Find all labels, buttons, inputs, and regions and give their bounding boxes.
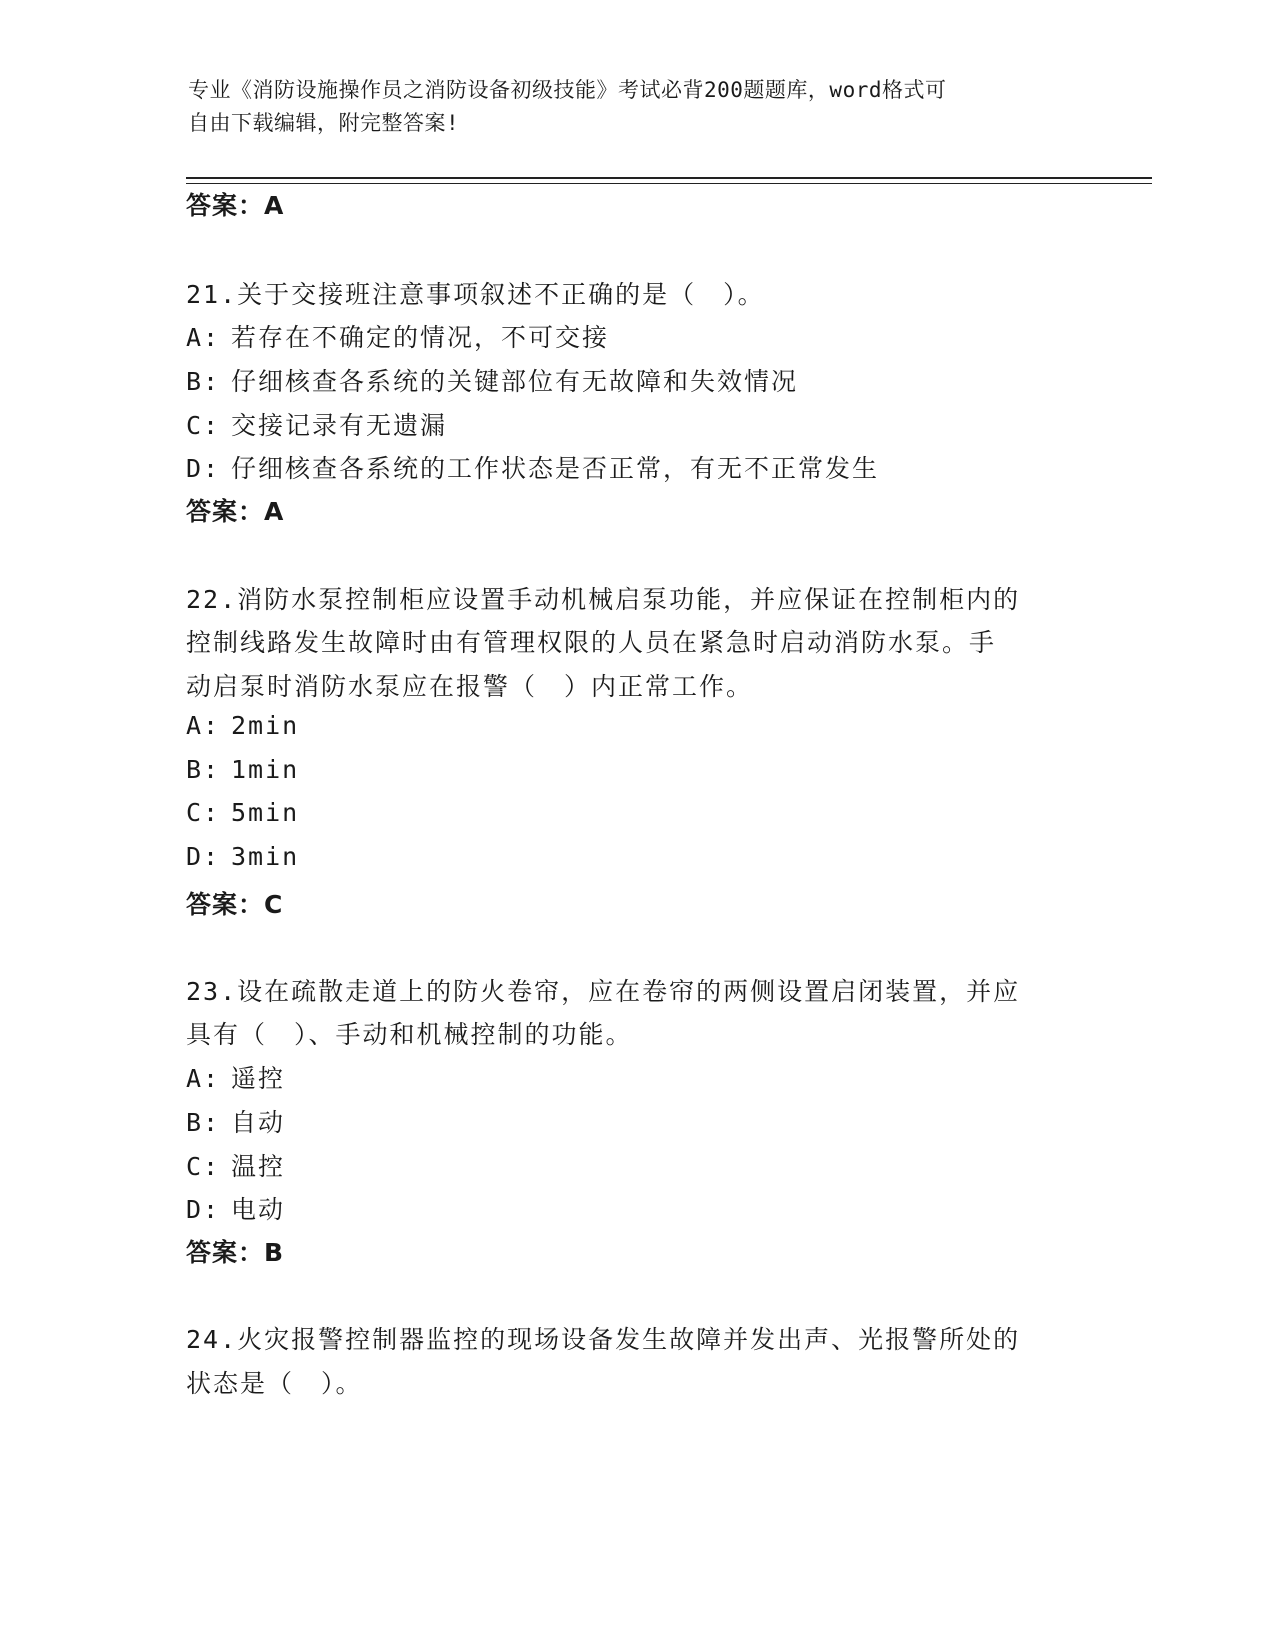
question-22-option-a <box>186 711 299 740</box>
question-22-text-line-3: 动启泵时消防水泵应在报警（ ）内正常工作。 <box>186 672 754 701</box>
option-text: 1min <box>231 755 300 784</box>
question-21-option-b <box>186 362 798 398</box>
option-text: 电动 <box>231 1195 286 1224</box>
question-21-option-a <box>186 318 609 354</box>
option-label: D: <box>186 454 221 483</box>
header-line-2: 自由下载编辑，附完整答案! <box>188 111 460 135</box>
option-label: B: <box>186 1108 221 1137</box>
option-text: 2min <box>231 711 300 740</box>
header-divider-thick <box>186 177 1152 179</box>
option-text: 自动 <box>231 1108 286 1137</box>
option-text: 遥控 <box>231 1064 286 1093</box>
question-24-text-line-2: 状态是（ ）。 <box>186 1369 363 1398</box>
option-label: D: <box>186 1195 221 1224</box>
option-text: 温控 <box>231 1152 286 1181</box>
question-22-text-line-2: 控制线路发生故障时由有管理权限的人员在紧急时启动消防水泵。手 <box>186 628 997 657</box>
option-label: A: <box>186 323 221 352</box>
question-22-option-c <box>186 798 299 827</box>
option-label: B: <box>186 755 221 784</box>
option-text: 5min <box>231 798 300 827</box>
option-text: 若存在不确定的情况，不可交接 <box>231 323 610 352</box>
question-22-answer: 答案：C <box>186 890 284 919</box>
header-divider-thin <box>186 183 1152 184</box>
question-21-option-d <box>186 449 879 485</box>
option-label: A: <box>186 1064 221 1093</box>
question-23-option-c <box>186 1147 285 1183</box>
question-23-option-d <box>186 1190 285 1226</box>
question-23-answer: 答案：B <box>186 1238 285 1267</box>
question-23-text-line-1: 23.设在疏散走道上的防火卷帘，应在卷帘的两侧设置启闭装置，并应 <box>186 977 1021 1006</box>
option-label: C: <box>186 411 221 440</box>
question-23-text-line-2: 具有（ ）、手动和机械控制的功能。 <box>186 1020 633 1049</box>
question-24-text-line-1: 24.火灾报警控制器监控的现场设备发生故障并发出声、光报警所处的 <box>186 1325 1021 1354</box>
option-text: 交接记录有无遗漏 <box>231 411 448 440</box>
question-23-option-a <box>186 1059 285 1095</box>
question-22-option-b <box>186 755 299 784</box>
document-header <box>188 74 1068 140</box>
question-22-text-line-1: 22.消防水泵控制柜应设置手动机械启泵功能，并应保证在控制柜内的 <box>186 585 1021 614</box>
question-23-option-b <box>186 1103 285 1139</box>
option-label: B: <box>186 367 221 396</box>
option-text: 仔细核查各系统的工作状态是否正常，有无不正常发生 <box>231 454 880 483</box>
question-22-option-d <box>186 842 299 871</box>
option-label: C: <box>186 798 221 827</box>
option-label: D: <box>186 842 221 871</box>
question-21-text: 21.关于交接班注意事项叙述不正确的是（ ）。 <box>186 280 765 309</box>
previous-answer: 答案：A <box>186 191 285 220</box>
question-21-option-c <box>186 406 447 442</box>
question-21-answer: 答案：A <box>186 497 285 526</box>
option-label: A: <box>186 711 221 740</box>
option-text: 仔细核查各系统的关键部位有无故障和失效情况 <box>231 367 799 396</box>
option-text: 3min <box>231 842 300 871</box>
option-label: C: <box>186 1152 221 1181</box>
header-line-1: 专业《消防设施操作员之消防设备初级技能》考试必背200题题库，word格式可 <box>188 78 947 102</box>
